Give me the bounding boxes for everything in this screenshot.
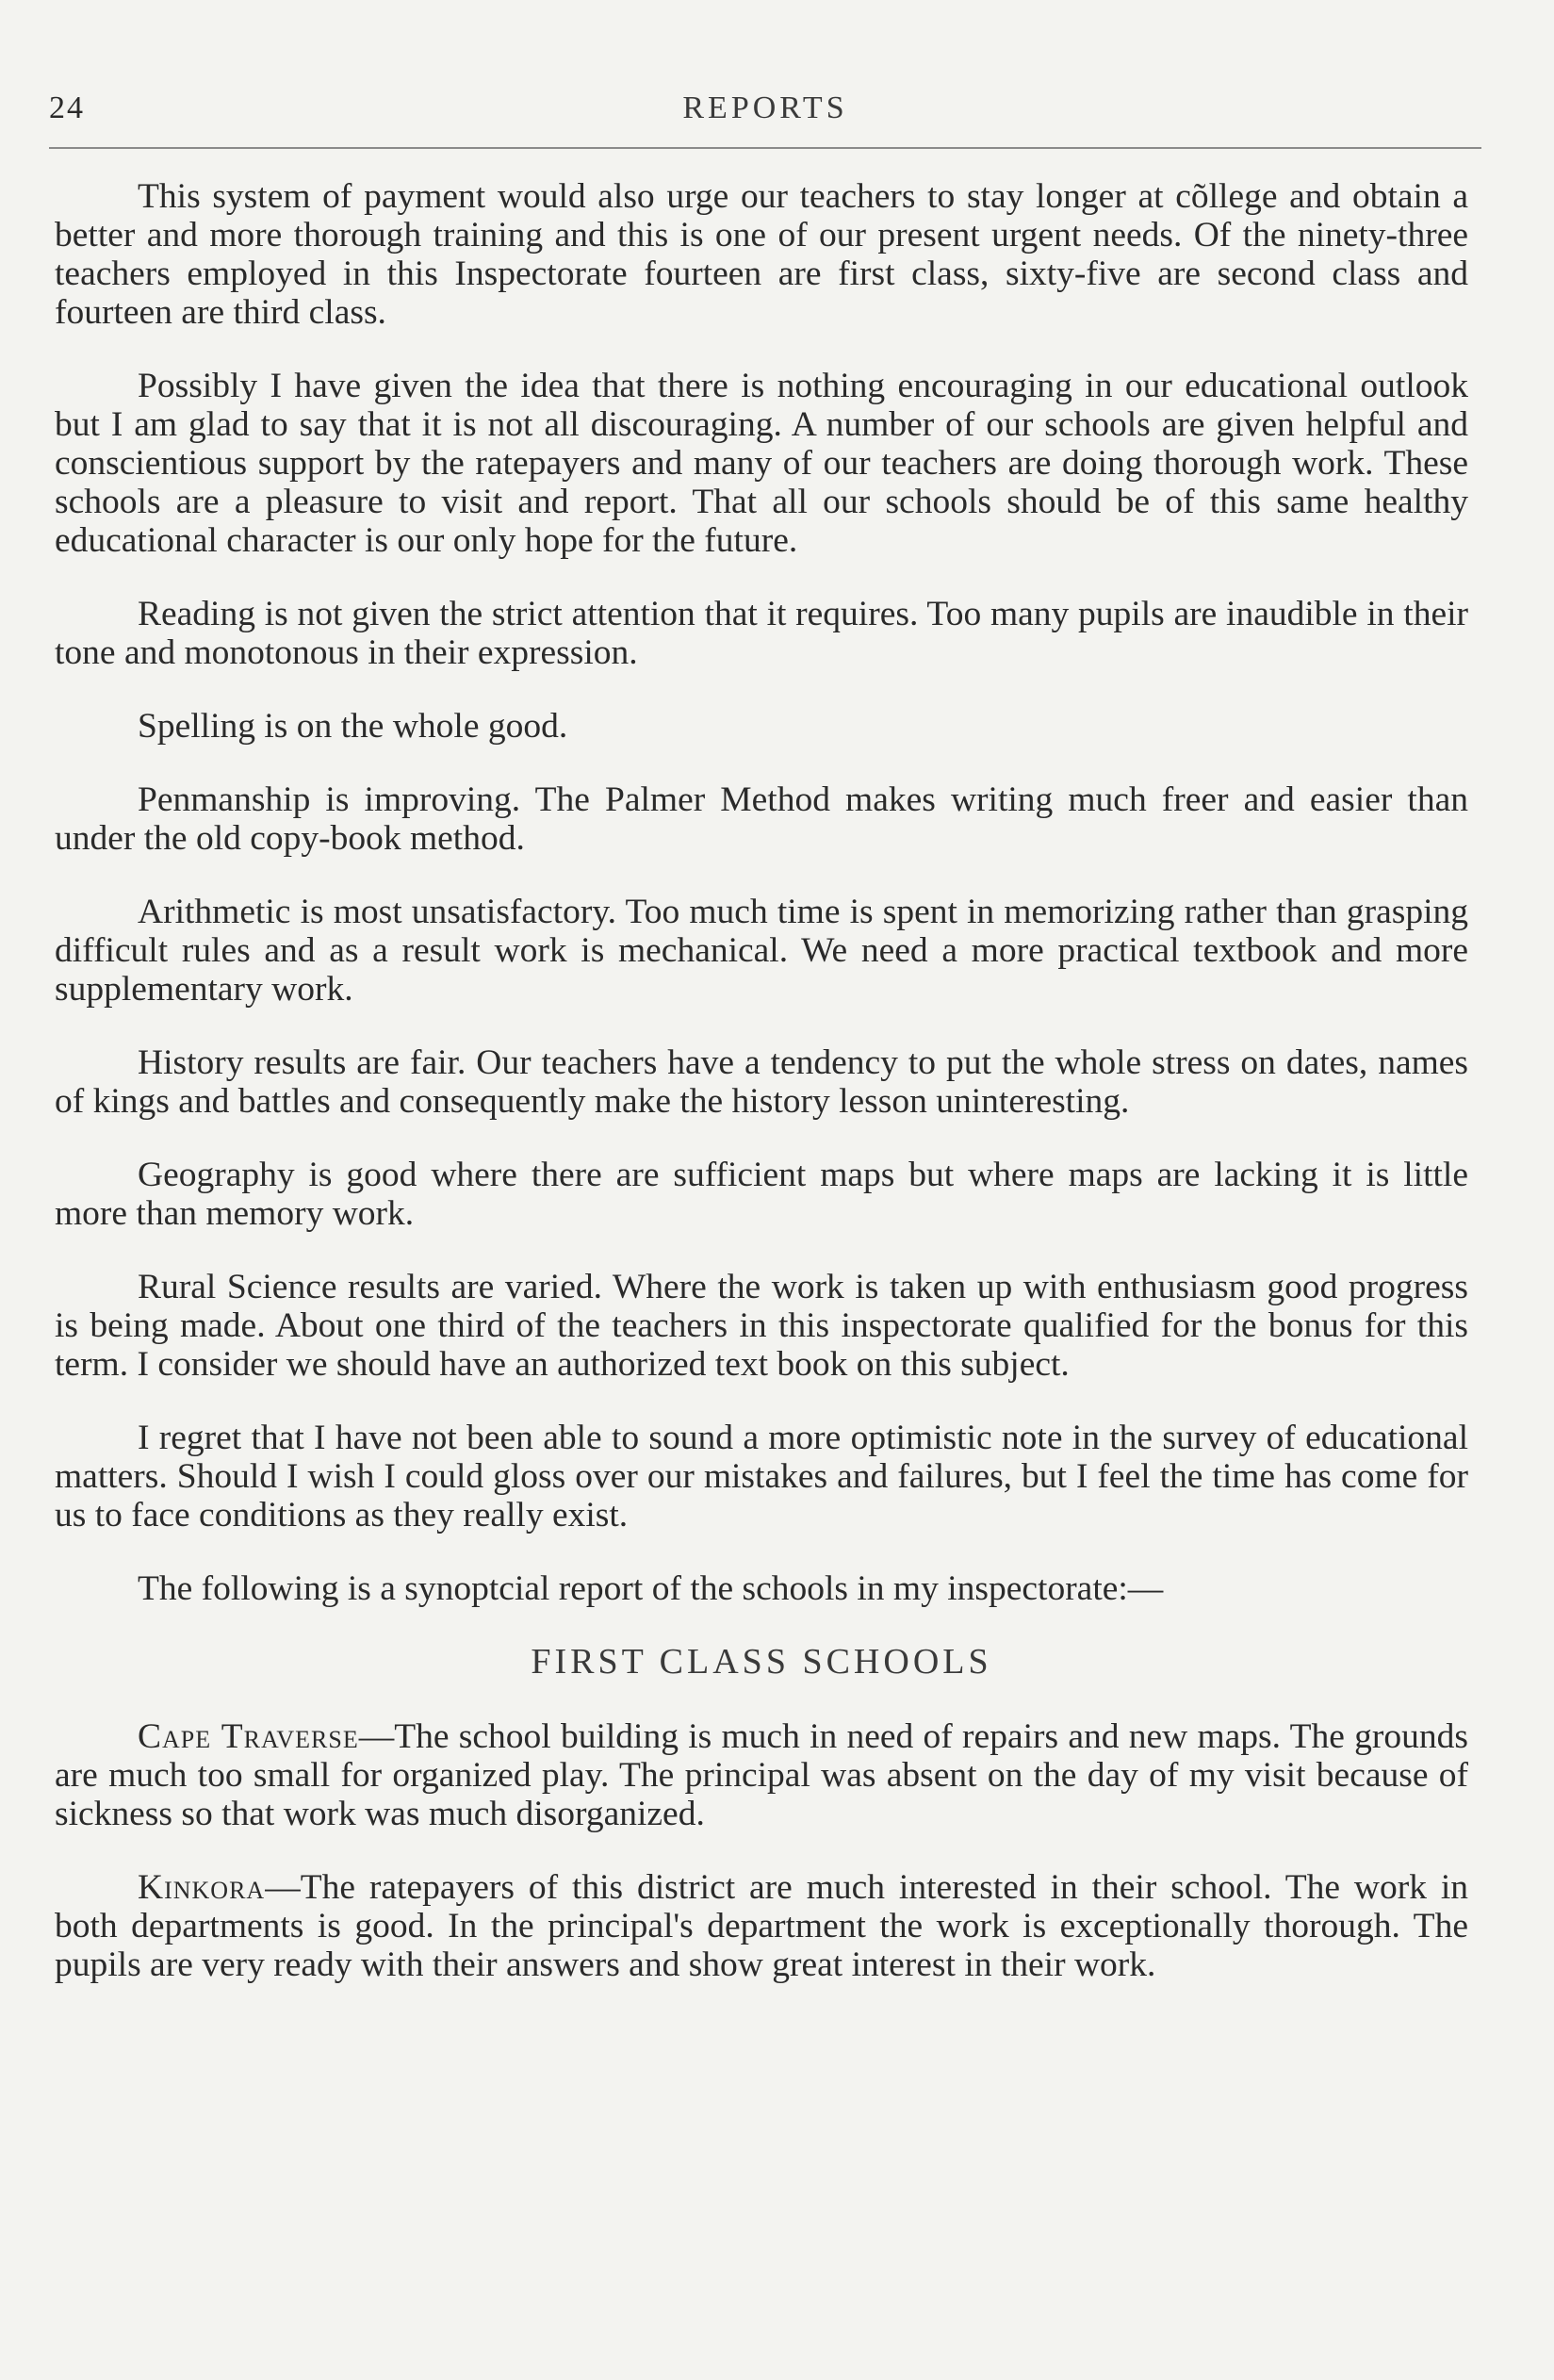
- paragraph-rural-science: Rural Science results are varied. Where the work is taken up with enthusiasm good progress is being made. About one third of the teachers in this inspectorate qualified for the bonus for this term. I consider we should have an authorized text book on this subject.: [55, 1268, 1468, 1384]
- paragraph-regret: I regret that I have not been able to sound a more optimistic note in the survey of educational matters. Should I wish I could gloss over our mistakes and failures, but I feel the time has come for us to face conditions as they really exist.: [55, 1419, 1468, 1535]
- paragraph-geography: Geography is good where there are sufficient maps but where maps are lacking it is little more than memory work.: [55, 1156, 1468, 1233]
- section-heading: FIRST CLASS SCHOOLS: [531, 1642, 992, 1682]
- school-name: Kinkora: [138, 1868, 266, 1907]
- paragraph-spelling: Spelling is on the whole good.: [138, 707, 568, 746]
- page-number: 24: [49, 90, 85, 125]
- paragraph-outlook: Possibly I have given the idea that there is nothing encouraging in our educational outlook but I am glad to say that it is not all discouraging. A number of our schools are given helpful and conscientious support by the ratepayers and many of our teachers are doing thorough work. These schools are a pleasure to visit and report. That all our schools should be of this same healthy educational character is our only hope for the future.: [55, 367, 1468, 560]
- paragraph-payment-system: This system of payment would also urge our teachers to stay longer at cõllege and obtain a better and more thorough training and this is one of our present urgent needs. Of the ninety-three teachers employed in this Inspectorate fourteen are first class, sixty-five are second class and fourteen are third class.: [55, 177, 1468, 332]
- school-report: —The ratepayers of this district are much interested in their school. The work in both departments is good. In the principal's department the work is exceptionally thorough. The pupils are very ready with their answers and show great interest in their work.: [55, 1868, 1468, 1984]
- paragraph-synoptical-intro: The following is a synoptcial report of the schools in my inspectorate:—: [138, 1569, 1164, 1608]
- school-entry: [55, 1868, 1468, 1984]
- school-report: —The school building is much in need of repairs and new maps. The grounds are much too small for organized play. The principal was absent on the day of my visit because of sickness so that work was much disorganized.: [55, 1717, 1468, 1833]
- running-title: REPORTS: [682, 90, 848, 125]
- school-name: Cape Traverse: [138, 1717, 359, 1756]
- school-entry: [55, 1717, 1468, 1833]
- paragraph-arithmetic: Arithmetic is most unsatisfactory. Too much time is spent in memorizing rather than grasping difficult rules and as a result work is mechanical. We need a more practical textbook and more supplementary work.: [55, 893, 1468, 1009]
- paragraph-reading: Reading is not given the strict attention that it requires. Too many pupils are inaudible in their tone and monotonous in their expression.: [55, 595, 1468, 672]
- header-rule: [49, 147, 1481, 149]
- running-head: [49, 90, 1481, 138]
- paragraph-history: History results are fair. Our teachers have a tendency to put the whole stress on dates, names of kings and battles and consequently make the history lesson uninteresting.: [55, 1043, 1468, 1121]
- paragraph-penmanship: Penmanship is improving. The Palmer Method makes writing much freer and easier than under the old copy-book method.: [55, 780, 1468, 858]
- report-body: [55, 177, 1468, 2019]
